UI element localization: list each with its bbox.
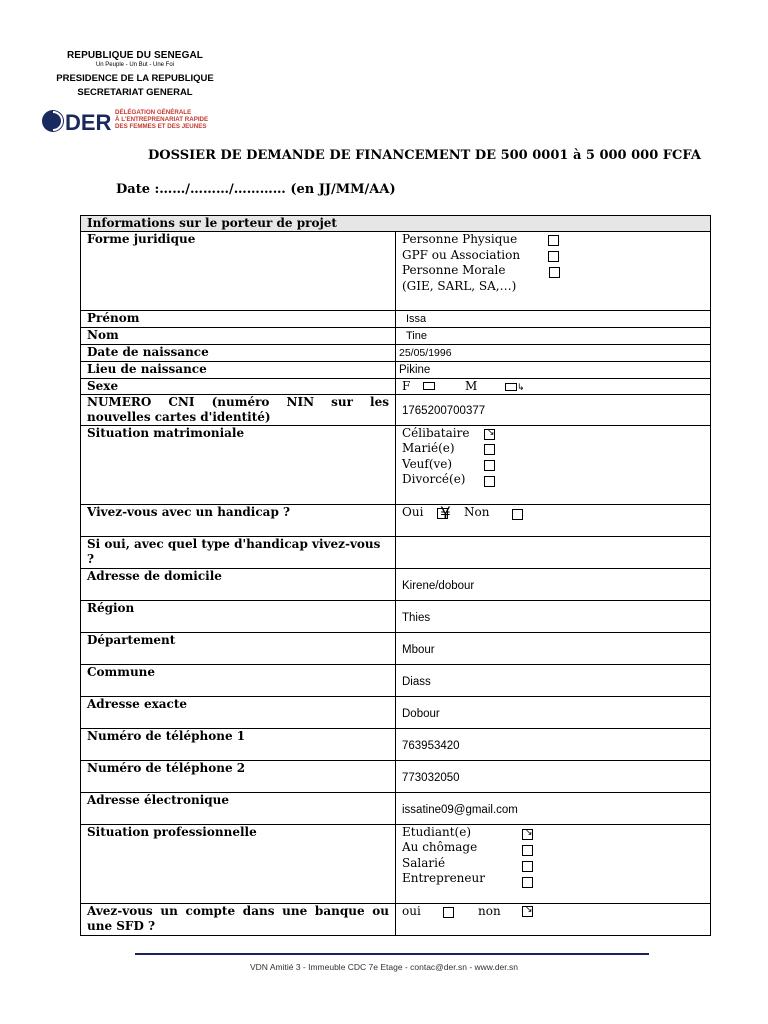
label-telephone-1: Numéro de téléphone 1 <box>81 729 396 761</box>
checkbox-entrepreneur[interactable] <box>522 877 533 888</box>
opt-gie-sarl-sa: (GIE, SARL, SA,…) <box>402 279 517 294</box>
opt-personne-physique: Personne Physique <box>402 232 518 247</box>
row-situation-professionnelle <box>81 825 711 904</box>
checkbox-gpf-association[interactable] <box>548 251 559 262</box>
checkbox-divorce[interactable] <box>484 476 495 487</box>
row-region <box>81 601 711 633</box>
secretariat-name: SECRETARIAT GENERAL <box>77 87 193 98</box>
label-date-naissance: Date de naissance <box>81 345 396 362</box>
checkbox-au-chomage[interactable] <box>522 845 533 856</box>
opt-marie: Marié(e) <box>402 441 455 456</box>
row-adresse-exacte <box>81 697 711 729</box>
label-handicap: Vivez-vous avec un handicap ? <box>81 505 396 537</box>
row-email <box>81 793 711 825</box>
label-situation-matrimoniale: Situation matrimoniale <box>81 426 396 505</box>
field-telephone-2[interactable]: 773032050 <box>396 761 711 793</box>
opt-gpf-association: GPF ou Association <box>402 248 521 263</box>
row-cni <box>81 395 711 426</box>
row-adresse-domicile <box>81 569 711 601</box>
compte-oui-label: oui <box>402 904 421 918</box>
row-date-naissance <box>81 345 711 362</box>
compte-banque-options <box>396 904 711 936</box>
label-lieu-naissance: Lieu de naissance <box>81 362 396 379</box>
national-motto: Un Peuple - Un But - Une Foi <box>95 62 175 68</box>
situation-professionnelle-options <box>396 825 711 904</box>
label-cni: NUMERO CNI (numéro NIN sur les nouvelles cartes d'identité) <box>81 395 396 426</box>
checkbox-marie[interactable] <box>484 444 495 455</box>
row-lieu-naissance <box>81 362 711 379</box>
label-prenom: Prénom <box>81 311 396 328</box>
opt-divorce: Divorcé(e) <box>402 472 466 487</box>
field-lieu-naissance[interactable]: Pikine <box>396 362 711 379</box>
republic-name: REPUBLIQUE DU SENEGAL <box>66 50 203 61</box>
forme-juridique-options <box>396 232 711 311</box>
checkbox-salarie[interactable] <box>522 861 533 872</box>
field-adresse-exacte[interactable]: Dobour <box>396 697 711 729</box>
checkbox-personne-morale[interactable] <box>549 267 560 278</box>
row-telephone-1 <box>81 729 711 761</box>
sexe-m-label: M <box>465 379 478 393</box>
checkbox-compte-oui[interactable] <box>443 907 454 918</box>
der-logo-icon <box>41 108 113 134</box>
checkbox-sexe-m[interactable]: ↳ <box>505 383 517 391</box>
field-region[interactable]: Thies <box>396 601 711 633</box>
situation-matrimoniale-options <box>396 426 711 505</box>
opt-veuf: Veuf(ve) <box>402 457 453 472</box>
label-situation-professionnelle: Situation professionnelle <box>81 825 396 904</box>
label-adresse-exacte: Adresse exacte <box>81 697 396 729</box>
label-compte-banque: Avez-vous un compte dans une banque ou une SFD ? <box>81 904 396 936</box>
row-prenom <box>81 311 711 328</box>
row-compte-banque <box>81 904 711 936</box>
checkbox-celibataire[interactable]: ↘ <box>484 429 495 440</box>
handicap-options <box>396 505 711 537</box>
footer-address: VDN Amitié 3 - Immeuble CDC 7e Etage - contac@der.sn - www.der.sn <box>250 962 518 972</box>
row-nom <box>81 328 711 345</box>
svg-text:DER: DER <box>65 110 112 134</box>
field-prenom[interactable]: Issa <box>396 311 711 328</box>
field-nom[interactable]: Tine <box>396 328 711 345</box>
field-telephone-1[interactable]: 763953420 <box>396 729 711 761</box>
row-forme-juridique <box>81 232 711 311</box>
row-telephone-2 <box>81 761 711 793</box>
der-logo <box>41 108 241 134</box>
row-type-handicap <box>81 537 711 569</box>
footer-divider <box>135 953 649 955</box>
label-email: Adresse électronique <box>81 793 396 825</box>
checkbox-handicap-non[interactable] <box>512 509 523 520</box>
row-handicap <box>81 505 711 537</box>
field-email[interactable]: issatine09@gmail.com <box>396 793 711 825</box>
checkbox-etudiant[interactable]: ↘ <box>522 829 533 840</box>
field-adresse-domicile[interactable]: Kirene/dobour <box>396 569 711 601</box>
opt-entrepreneur: Entrepreneur <box>402 871 485 886</box>
field-type-handicap[interactable] <box>396 537 711 569</box>
handicap-oui-label: Oui <box>402 505 424 519</box>
opt-celibataire: Célibataire <box>402 426 470 441</box>
checkbox-compte-non[interactable]: ↘ <box>522 906 533 917</box>
field-departement[interactable]: Mbour <box>396 633 711 665</box>
label-departement: Département <box>81 633 396 665</box>
field-cni[interactable]: 1765200700377 <box>396 395 711 426</box>
der-logo-text: DÉLÉGATION GÉNÉRALE À L'ENTREPRENARIAT RAPIDE DES FEMMES ET DES JEUNES <box>115 109 209 130</box>
section-header-row <box>81 216 711 232</box>
applicant-form <box>80 215 711 936</box>
sexe-options <box>396 379 711 395</box>
presidency-name: PRESIDENCE DE LA REPUBLIQUE <box>56 73 214 84</box>
label-sexe: Sexe <box>81 379 396 395</box>
label-type-handicap: Si oui, avec quel type d'handicap vivez-vous ? <box>81 537 396 569</box>
opt-personne-morale: Personne Morale <box>402 263 506 278</box>
checkbox-personne-physique[interactable] <box>548 235 559 246</box>
compte-non-label: non <box>478 904 501 918</box>
checkbox-sexe-f[interactable] <box>423 382 435 390</box>
row-situation-matrimoniale <box>81 426 711 505</box>
opt-etudiant: Etudiant(e) <box>402 825 471 840</box>
label-commune: Commune <box>81 665 396 697</box>
section-title: Informations sur le porteur de projet <box>81 216 711 232</box>
field-date-naissance[interactable]: 25/05/1996 <box>396 345 711 362</box>
opt-au-chomage: Au chômage <box>402 840 478 855</box>
document-title: DOSSIER DE DEMANDE DE FINANCEMENT DE 500 0001 à 5 000 000 FCFA <box>148 148 701 163</box>
handicap-oui-mark: ¥ <box>440 504 451 524</box>
handicap-non-label: Non <box>464 505 490 519</box>
letterhead <box>40 50 230 98</box>
date-line: Date :……/………/………… (en JJ/MM/AA) <box>116 182 396 197</box>
label-nom: Nom <box>81 328 396 345</box>
sexe-f-label: F <box>402 379 411 393</box>
opt-salarie: Salarié <box>402 856 446 871</box>
label-adresse-domicile: Adresse de domicile <box>81 569 396 601</box>
label-region: Région <box>81 601 396 633</box>
label-forme-juridique: Forme juridique <box>81 232 396 311</box>
row-sexe <box>81 379 711 395</box>
field-commune[interactable]: Diass <box>396 665 711 697</box>
checkbox-veuf[interactable] <box>484 460 495 471</box>
row-departement <box>81 633 711 665</box>
row-commune <box>81 665 711 697</box>
label-telephone-2: Numéro de téléphone 2 <box>81 761 396 793</box>
